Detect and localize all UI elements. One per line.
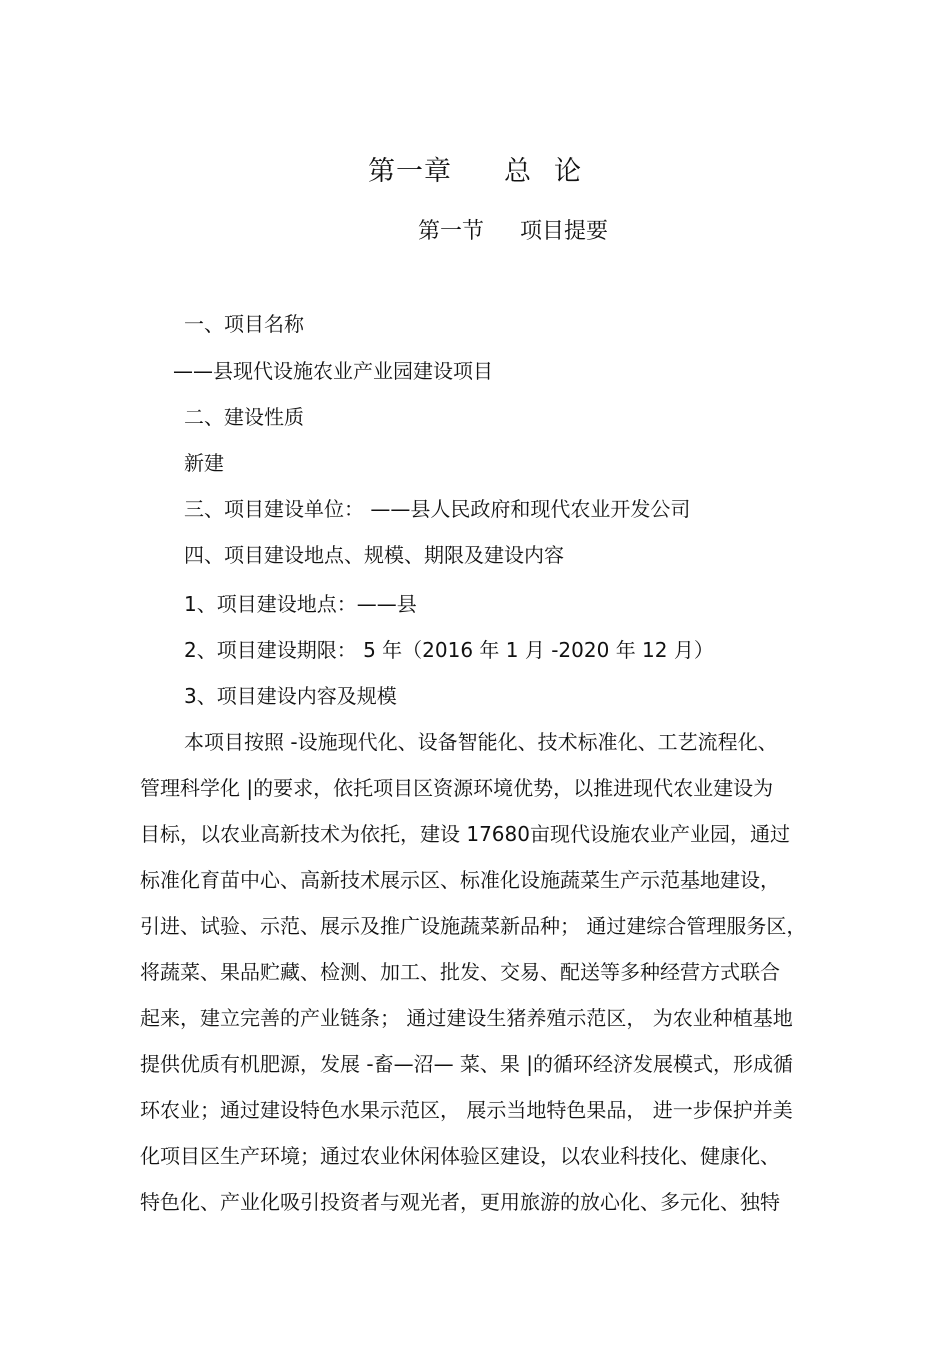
- paragraph-line: 管理科学化 |的要求，依托项目区资源环境优势，以推进现代农业建设为: [140, 776, 774, 800]
- heading-project-name: 一、项目名称: [184, 312, 304, 336]
- chapter-number: 第一章: [368, 156, 452, 187]
- heading-construction-nature: 二、建设性质: [184, 405, 304, 429]
- chapter-word-1: 总: [504, 156, 532, 187]
- paragraph-line: 引进、试验、示范、展示及推广设施蔬菜新品种； 通过建综合管理服务区，: [140, 914, 807, 938]
- paragraph-line: 本项目按照 -设施现代化、设备智能化、技术标准化、工艺流程化、: [184, 730, 778, 754]
- project-name-value: ——县现代设施农业产业园建设项目: [173, 359, 493, 383]
- item-period: 2、项目建设期限： 5 年（2016 年 1 月 -2020 年 12 月）: [184, 638, 714, 662]
- paragraph-line: 化项目区生产环境；通过农业休闲体验区建设，以农业科技化、健康化、: [140, 1144, 780, 1168]
- section-number: 第一节: [417, 219, 484, 244]
- item-content-scale: 3、项目建设内容及规模: [184, 684, 397, 708]
- heading-construction-unit: 三、项目建设单位： ——县人民政府和现代农业开发公司: [184, 497, 691, 521]
- heading-location-scale: 四、项目建设地点、规模、期限及建设内容: [184, 543, 564, 567]
- chapter-word-2: 论: [554, 156, 582, 187]
- paragraph-line: 将蔬菜、果品贮藏、检测、加工、批发、交易、配送等多种经营方式联合: [140, 960, 780, 984]
- paragraph-line: 提供优质有机肥源，发展 -畜—沼— 菜、果 |的循环经济发展模式，形成循: [140, 1052, 794, 1076]
- paragraph-line: 目标，以农业高新技术为依托，建设 17680亩现代设施农业产业园，通过: [140, 822, 790, 846]
- paragraph-line: 标准化育苗中心、高新技术展示区、标准化设施蔬菜生产示范基地建设，: [140, 868, 780, 892]
- paragraph-line: 环农业；通过建设特色水果示范区， 展示当地特色果品， 进一步保护并美: [140, 1098, 793, 1122]
- construction-nature-value: 新建: [184, 451, 224, 475]
- section-name: 项目提要: [520, 219, 609, 244]
- paragraph-line: 起来，建立完善的产业链条； 通过建设生猪养殖示范区， 为农业种植基地: [140, 1006, 793, 1030]
- paragraph-line: 特色化、产业化吸引投资者与观光者，更用旅游的放心化、多元化、独特: [140, 1190, 780, 1214]
- section-title: [0, 216, 950, 248]
- item-location: 1、项目建设地点：——县: [184, 592, 417, 616]
- chapter-title: [0, 154, 950, 190]
